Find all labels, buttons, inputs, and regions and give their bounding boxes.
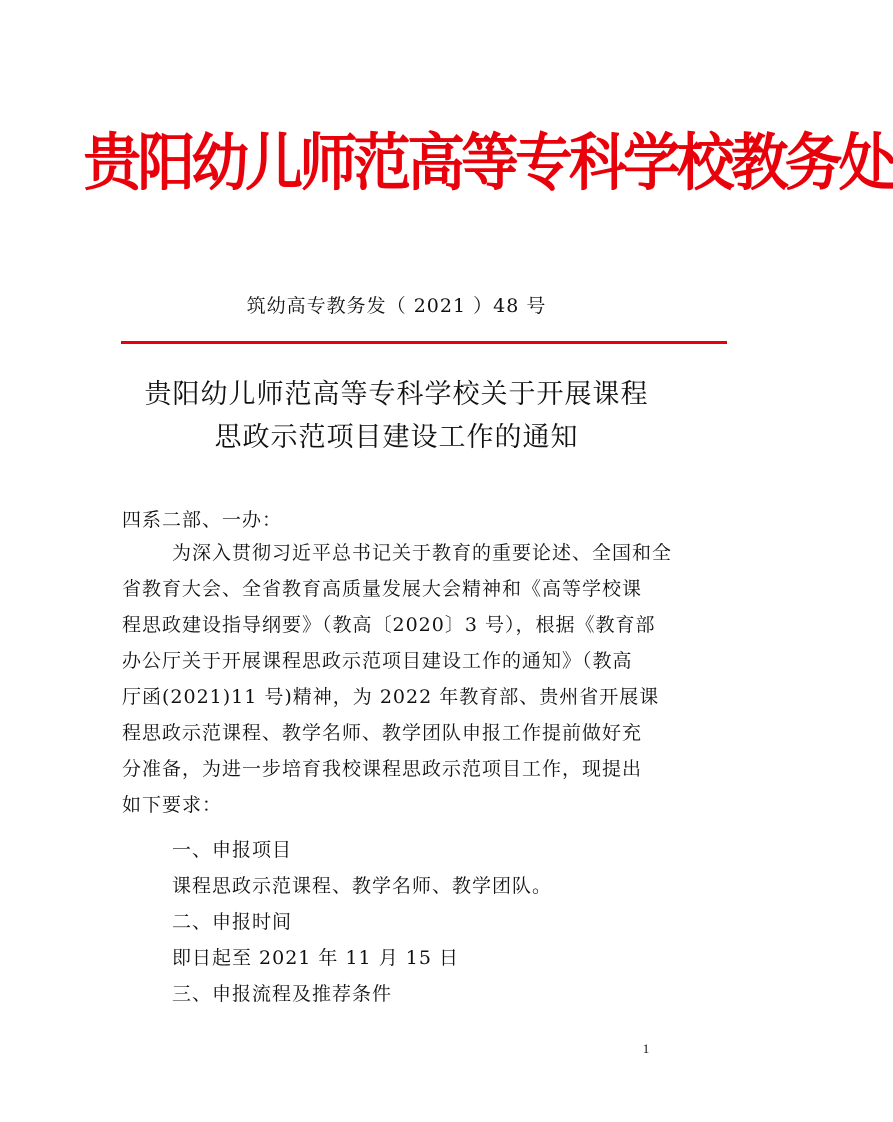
red-divider-line — [121, 341, 727, 344]
addressee: 四系二部、一办： — [122, 509, 283, 531]
paragraph-line: 办公厅关于开展课程思政示范项目建设工作的通知》（教高 — [122, 650, 633, 672]
section-text: 即日起至 2021 年 11 月 15 日 — [172, 947, 459, 969]
document-number: 筑幼高专教务发（ 2021 ）48 号 — [246, 295, 547, 317]
section-heading: 二、申报时间 — [172, 911, 293, 933]
paragraph-line: 厅函(2021)11 号)精神，为 2022 年教育部、贵州省开展课 — [122, 686, 660, 708]
notice-title-line-2: 思政示范项目建设工作的通知 — [214, 422, 579, 453]
paragraph-line: 为深入贯彻习近平总书记关于教育的重要论述、全国和全 — [172, 542, 673, 564]
paragraph-line: 程思政示范课程、教学名师、教学团队申报工作提前做好充 — [122, 722, 643, 744]
page-number: 1 — [642, 1041, 650, 1056]
paragraph-line: 省教育大会、全省教育高质量发展大会精神和《高等学校课 — [122, 578, 643, 600]
section-heading: 一、申报项目 — [172, 839, 293, 861]
notice-title-line-1: 贵阳幼儿师范高等专科学校关于开展课程 — [144, 379, 649, 410]
paragraph-line: 如下要求： — [122, 794, 223, 816]
section-heading: 三、申报流程及推荐条件 — [172, 983, 393, 1005]
paragraph-line: 程思政建设指导纲要》（教高〔2020〕3 号），根据《教育部 — [122, 614, 656, 636]
section-text: 课程思政示范课程、教学名师、教学团队。 — [172, 875, 553, 897]
paragraph-line: 分准备，为进一步培育我校课程思政示范项目工作，现提出 — [122, 758, 643, 780]
issuer-title: 贵阳幼儿师范高等专科学校教务处 — [83, 126, 893, 199]
